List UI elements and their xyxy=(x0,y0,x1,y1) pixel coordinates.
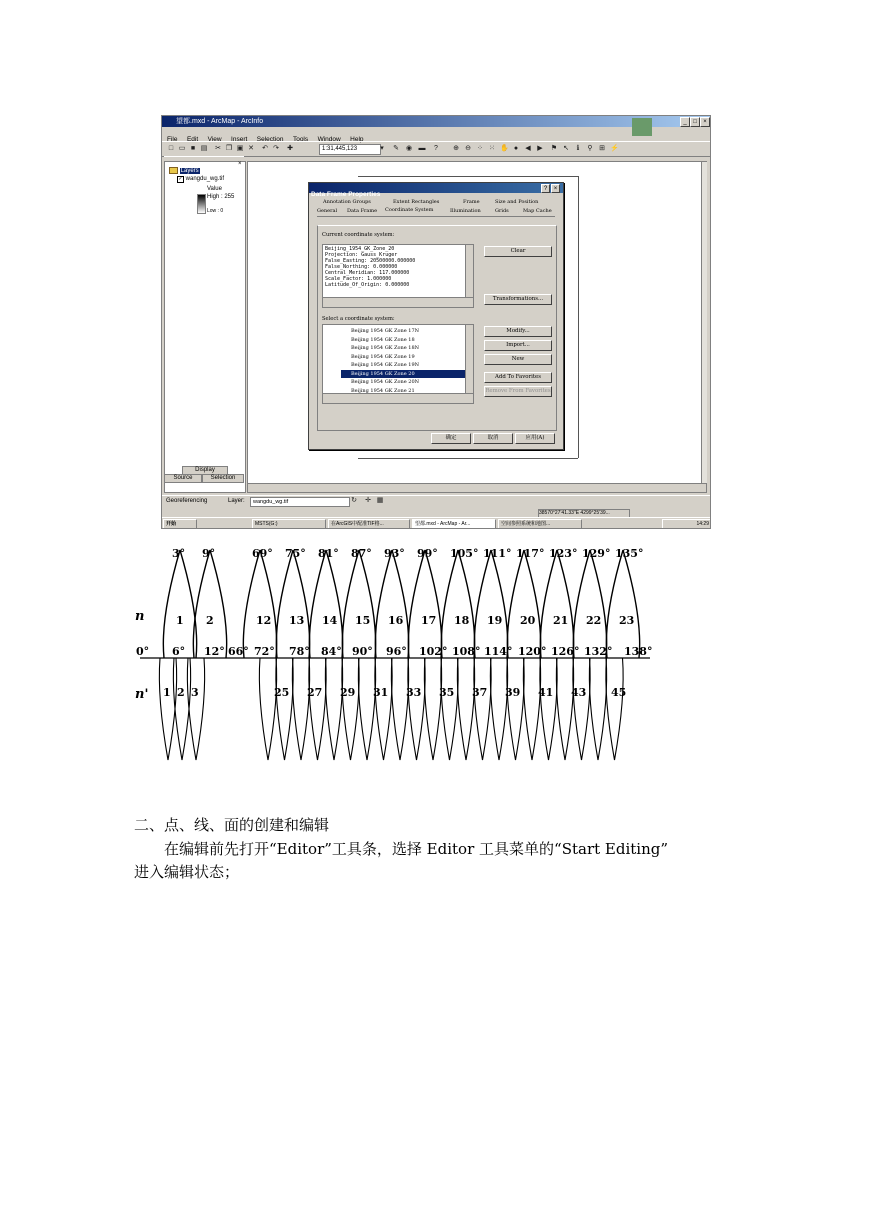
zoom-out-icon[interactable]: ⊖ xyxy=(465,145,471,152)
zone-boundary-bottom xyxy=(540,658,557,760)
scale-dropdown-icon[interactable]: ▾ xyxy=(380,145,384,152)
data-frame-properties-dialog xyxy=(308,182,564,450)
top-degree-label: 87° xyxy=(351,547,372,560)
import-button[interactable]: Import... xyxy=(484,340,552,351)
zone-number-bottom: 41 xyxy=(538,686,554,699)
copy-icon[interactable]: ❐ xyxy=(225,145,233,152)
zone-boundary-bottom xyxy=(309,658,326,760)
top-degree-label: 69° xyxy=(252,547,273,560)
tab-divider xyxy=(317,216,555,217)
taskbar-item-active[interactable]: 望都.mxd - ArcMap - Ar... xyxy=(412,519,496,529)
zone-number-bottom: 33 xyxy=(406,686,422,699)
top-degree-label: 99° xyxy=(417,547,438,560)
legend-title: Value xyxy=(207,186,222,192)
top-degree-label: 9° xyxy=(202,547,216,560)
zone-number-top: 20 xyxy=(520,614,536,627)
map-bottom-rule xyxy=(358,458,578,459)
zone-boundary-top xyxy=(243,550,276,658)
zone-boundary-bottom xyxy=(375,658,392,760)
zone-boundary-bottom xyxy=(391,658,408,760)
zone-number-bottom: 37 xyxy=(472,686,488,699)
toc-layer-row[interactable] xyxy=(177,176,224,183)
axis-degree-label: 6° xyxy=(172,645,186,658)
cs-line: Scale_Factor: 1.000000 xyxy=(325,276,392,282)
top-degree-label: 129° xyxy=(582,547,611,560)
zone-boundary-top xyxy=(573,550,606,658)
zone-boundary-bottom xyxy=(573,658,590,760)
menu-insert[interactable]: Insert xyxy=(231,136,248,143)
cs-line: Beijing_1954_GK_Zone_20 xyxy=(325,246,395,252)
layers-icon xyxy=(169,167,178,174)
pan-icon[interactable]: ✋ xyxy=(500,145,509,152)
zone-boundary-top xyxy=(342,550,375,658)
zone-boundary-bottom xyxy=(556,658,573,760)
measure-icon[interactable]: ⊞ xyxy=(599,145,605,152)
tab-data-frame[interactable]: Data Frame xyxy=(347,208,378,214)
select-elements-icon[interactable]: ↖ xyxy=(563,145,569,152)
zone-boundary-top xyxy=(163,550,196,658)
clear-button[interactable]: Clear xyxy=(484,246,552,257)
zone-boundary-top xyxy=(408,550,441,658)
zone-boundary-bottom xyxy=(490,658,507,760)
current-cs-vscroll[interactable] xyxy=(465,245,473,297)
zone-number-bottom: 29 xyxy=(340,686,356,699)
top-degree-label: 3° xyxy=(172,547,186,560)
window-title: 望都.mxd - ArcMap - ArcInfo xyxy=(176,118,264,125)
ok-button[interactable]: 确定 xyxy=(431,433,471,444)
cs-tree-item[interactable]: Beijing 1954 GK Zone 19N xyxy=(351,362,420,368)
toc-layer-name: wangdu_wg.tif xyxy=(185,176,225,182)
command-line-icon[interactable]: ▬ xyxy=(418,145,426,152)
cut-icon[interactable]: ✂ xyxy=(215,145,221,152)
tab-size-position[interactable]: Size and Position xyxy=(495,199,539,205)
zone-boundary-bottom xyxy=(325,658,342,760)
top-degree-label: 117° xyxy=(516,547,545,560)
add-to-favorites-button[interactable]: Add To Favorites xyxy=(484,372,552,383)
current-cs-textbox[interactable] xyxy=(322,244,474,308)
legend-high: High : 255 xyxy=(207,194,235,200)
zone-boundary-bottom xyxy=(276,658,293,760)
zone-boundary-bottom xyxy=(292,658,309,760)
axis-degree-label: 0° xyxy=(136,645,150,658)
link-table-icon[interactable]: ▦ xyxy=(376,497,384,504)
axis-degree-label: 78° xyxy=(289,645,310,658)
remove-from-favorites-button[interactable]: Remove From Favorites xyxy=(484,386,552,397)
zone-number-top: 23 xyxy=(619,614,635,627)
close-button[interactable]: × xyxy=(700,117,710,127)
axis-degree-label: 90° xyxy=(352,645,373,658)
georef-layer-label: Layer: xyxy=(228,498,245,504)
menu-window[interactable]: Window xyxy=(317,136,341,143)
layer-checkbox[interactable]: ✓ xyxy=(178,176,183,182)
zone-number-top: 17 xyxy=(421,614,437,627)
zone-number-top: 13 xyxy=(289,614,305,627)
zone-number-top: 19 xyxy=(487,614,503,627)
start-button[interactable]: 开始 xyxy=(163,519,197,529)
arctoolbox-icon[interactable]: ◉ xyxy=(405,145,413,152)
taskbar-item[interactable]: MSTS(G:) xyxy=(252,519,326,529)
coordinate-system-panel xyxy=(317,225,557,431)
map-right-rule xyxy=(578,176,579,458)
cs-tree-vscroll[interactable] xyxy=(465,325,473,393)
zone-number-bottom: 43 xyxy=(571,686,587,699)
cs-line: False_Easting: 20500000.000000 xyxy=(325,258,416,264)
toc-header xyxy=(164,156,244,162)
select-cs-label: Select a coordinate system: xyxy=(322,316,395,322)
minimize-button[interactable]: _ xyxy=(680,117,690,127)
add-control-points-icon[interactable]: ✛ xyxy=(365,497,371,504)
zoom-in-icon[interactable]: ⊕ xyxy=(453,145,459,152)
whats-this-icon[interactable]: ? xyxy=(434,145,438,152)
menu-selection[interactable]: Selection xyxy=(256,136,284,143)
axis-degree-label: 114° xyxy=(484,645,513,658)
paste-icon[interactable]: ▣ xyxy=(236,145,244,152)
zone-number-top: 16 xyxy=(388,614,404,627)
redo-icon[interactable]: ↷ xyxy=(273,145,279,152)
zone-boundary-top xyxy=(507,550,540,658)
rotate-icon[interactable]: ↻ xyxy=(351,497,357,504)
current-cs-label: Current coordinate system: xyxy=(322,232,395,238)
zone-boundary-bottom xyxy=(474,658,491,760)
zone-number-bottom: 31 xyxy=(373,686,389,699)
dialog-close-button[interactable]: × xyxy=(551,184,560,193)
zone-boundary-top xyxy=(375,550,408,658)
axis-degree-label: 132° xyxy=(584,645,613,658)
cs-tree-item[interactable]: Beijing 1954 GK Zone 18 xyxy=(351,336,415,343)
map-horizontal-scrollbar[interactable] xyxy=(247,483,707,493)
zone-number-top: 18 xyxy=(454,614,470,627)
maximize-button[interactable]: □ xyxy=(690,117,700,127)
axis-degree-label: 96° xyxy=(386,645,407,658)
zone-boundary-top xyxy=(606,550,639,658)
zone-number-bottom: 3 xyxy=(191,686,199,699)
map-scale-input[interactable]: 1:31,445,123 xyxy=(319,144,381,155)
arcmap-screenshot xyxy=(161,115,711,529)
dialog-title: Data Frame Properties xyxy=(311,191,381,198)
zone-number-top: 22 xyxy=(586,614,602,627)
new-button[interactable]: New xyxy=(484,354,552,365)
cs-tree-item[interactable]: Beijing 1954 GK Zone 20N xyxy=(351,379,420,385)
zone-number-top: 21 xyxy=(553,614,569,627)
zone-number-bottom: 1 xyxy=(163,686,171,699)
label-n: n xyxy=(135,609,145,624)
top-degree-label: 75° xyxy=(285,547,306,560)
cs-tree-item-selected[interactable]: Beijing 1954 GK Zone 20 xyxy=(341,370,465,379)
status-coordinates: 38570°27'41.33"E 4299°25'39... xyxy=(538,509,630,518)
georeferencing-menu[interactable]: Georeferencing xyxy=(166,498,208,504)
toc-close-icon[interactable]: × xyxy=(238,161,242,167)
dialog-help-button[interactable]: ? xyxy=(541,184,550,193)
select-features-icon[interactable]: ⚑ xyxy=(550,145,558,152)
tab-illumination[interactable]: Illumination xyxy=(450,208,481,214)
taskbar-item[interactable]: 空间参照系统和地图... xyxy=(498,519,582,529)
cs-tree-list xyxy=(341,327,465,395)
forward-extent-icon[interactable]: ▶ xyxy=(537,145,543,152)
zone-boundary-bottom xyxy=(457,658,474,760)
top-degree-label: 105° xyxy=(450,547,479,560)
section-heading: 二、点、线、面的创建和编辑 xyxy=(134,816,330,834)
zone-number-bottom: 35 xyxy=(439,686,455,699)
zone-boundary-bottom xyxy=(159,658,176,760)
axis-degree-label: 102° xyxy=(419,645,448,658)
axis-degree-label: 66° xyxy=(228,645,249,658)
taskbar-clock: 14:29 xyxy=(662,519,711,529)
tab-display[interactable]: Display xyxy=(182,466,228,475)
window-titlebar xyxy=(162,116,710,127)
zone-number-bottom: 25 xyxy=(274,686,290,699)
new-icon[interactable]: □ xyxy=(168,145,174,152)
toc-root[interactable]: Layers xyxy=(169,167,200,174)
menu-tools[interactable]: Tools xyxy=(292,136,309,143)
zone-boundary-bottom xyxy=(441,658,458,760)
cs-tree-item[interactable]: Beijing 1954 GK Zone 18N xyxy=(351,345,420,351)
zone-number-bottom: 45 xyxy=(611,686,627,699)
undo-icon[interactable]: ↶ xyxy=(262,145,268,152)
cs-tree[interactable] xyxy=(322,324,474,404)
cs-line: Central_Meridian: 117.000000 xyxy=(325,270,410,276)
table-of-contents xyxy=(164,161,246,493)
add-data-icon[interactable]: ✚ xyxy=(287,145,293,152)
tab-general[interactable]: General xyxy=(317,208,338,214)
windows-taskbar xyxy=(162,517,710,529)
zone-number-bottom: 27 xyxy=(307,686,323,699)
fixed-zoom-out-icon[interactable]: ⁙ xyxy=(489,145,495,152)
gauss-kruger-zone-diagram xyxy=(130,540,670,765)
axis-degree-label: 138° xyxy=(624,645,653,658)
top-degree-label: 93° xyxy=(384,547,405,560)
cs-tree-hscroll[interactable] xyxy=(323,393,473,403)
legend-ramp xyxy=(197,194,206,214)
legend-low: Low : 0 xyxy=(207,208,224,214)
find-icon[interactable]: ⚲ xyxy=(587,145,593,152)
body-line-2: 进入编辑状态； xyxy=(134,863,240,881)
transformations-button[interactable]: Transformations... xyxy=(484,294,552,305)
apply-button[interactable]: 应用(A) xyxy=(515,433,555,444)
zone-boundary-bottom xyxy=(424,658,441,760)
zone-boundary-top xyxy=(193,550,226,658)
cs-line: Latitude_Of_Origin: 0.000000 xyxy=(325,282,410,288)
zone-boundary-bottom xyxy=(358,658,375,760)
zone-boundary-bottom xyxy=(187,658,204,760)
print-icon[interactable]: ▤ xyxy=(200,145,208,152)
back-extent-icon[interactable]: ◀ xyxy=(525,145,531,152)
zone-number-top: 15 xyxy=(355,614,371,627)
zone-boundary-top xyxy=(276,550,309,658)
menu-view[interactable]: View xyxy=(207,136,222,143)
cs-line: Projection: Gauss_Kruger xyxy=(325,252,398,258)
zone-number-bottom: 2 xyxy=(177,686,185,699)
full-extent-icon[interactable]: ● xyxy=(513,145,519,152)
zone-boundary-bottom xyxy=(408,658,425,760)
dialog-titlebar xyxy=(309,183,563,198)
zone-number-top: 1 xyxy=(176,614,184,627)
tab-frame[interactable]: Frame xyxy=(463,199,480,205)
identify-icon[interactable]: ℹ xyxy=(576,145,580,152)
zone-number-top: 2 xyxy=(206,614,214,627)
axis-degree-label: 126° xyxy=(551,645,580,658)
tab-selection[interactable]: Selection xyxy=(202,474,244,483)
zone-boundary-bottom xyxy=(342,658,359,760)
top-degree-label: 135° xyxy=(615,547,644,560)
tab-map-cache[interactable]: Map Cache xyxy=(523,208,552,214)
menu-help[interactable]: Help xyxy=(350,136,364,143)
axis-degree-label: 120° xyxy=(518,645,547,658)
open-icon[interactable]: ▭ xyxy=(178,145,186,152)
top-degree-label: 123° xyxy=(549,547,578,560)
standard-toolbar xyxy=(162,141,710,157)
cs-line: False_Northing: 0.000000 xyxy=(325,264,398,270)
tab-grids[interactable]: Grids xyxy=(495,208,509,214)
menu-bar xyxy=(162,128,710,143)
cs-tree-item[interactable]: Beijing 1954 GK Zone 17N xyxy=(351,328,420,334)
map-vertical-scrollbar[interactable] xyxy=(701,162,707,484)
cs-tree-item[interactable]: Beijing 1954 GK Zone 21 xyxy=(351,387,415,394)
map-top-rule xyxy=(358,176,578,177)
body-line-1: 在编辑前先打开“Editor”工具条，选择 Editor 工具菜单的“Start Editing” xyxy=(164,840,669,858)
zone-boundary-bottom xyxy=(259,658,276,760)
zone-boundary-top xyxy=(474,550,507,658)
zone-boundary-top xyxy=(540,550,573,658)
zone-number-bottom: 39 xyxy=(505,686,521,699)
zone-boundary-bottom xyxy=(173,658,190,760)
toc-tabs xyxy=(164,466,244,482)
zone-boundary-top xyxy=(309,550,342,658)
zone-boundary-bottom xyxy=(523,658,540,760)
cancel-button[interactable]: 取消 xyxy=(473,433,513,444)
delete-icon[interactable]: ✕ xyxy=(248,145,254,152)
zone-boundary-bottom xyxy=(606,658,623,760)
axis-degree-label: 72° xyxy=(254,645,275,658)
tab-coordinate-system[interactable]: Coordinate System xyxy=(385,207,434,213)
tab-extent-rectangles[interactable]: Extent Rectangles xyxy=(393,199,440,205)
modify-button[interactable]: Modify... xyxy=(484,326,552,337)
fixed-zoom-in-icon[interactable]: ⁘ xyxy=(477,145,483,152)
menu-edit[interactable]: Edit xyxy=(186,136,199,143)
cs-tree-item[interactable]: Beijing 1954 GK Zone 19 xyxy=(351,353,415,360)
zone-number-top: 14 xyxy=(322,614,338,627)
axis-degree-label: 12° xyxy=(204,645,225,658)
save-icon[interactable]: ■ xyxy=(190,145,196,152)
current-cs-hscroll[interactable] xyxy=(323,297,473,307)
axis-degree-label: 84° xyxy=(321,645,342,658)
tab-source[interactable]: Source xyxy=(164,474,202,483)
zone-number-top: 12 xyxy=(256,614,272,627)
top-degree-label: 81° xyxy=(318,547,339,560)
status-bar xyxy=(162,509,710,517)
menu-file[interactable]: File xyxy=(167,136,178,143)
zone-boundary-bottom xyxy=(507,658,524,760)
taskbar-item[interactable]: 在ArcGIS中配准TIF格... xyxy=(328,519,410,529)
georeferencing-toolbar xyxy=(162,495,710,508)
tab-annotation-groups[interactable]: Annotation Groups xyxy=(323,199,371,205)
editor-toolbar-icon[interactable]: ✎ xyxy=(393,145,399,152)
zone-boundary-bottom xyxy=(589,658,606,760)
zone-boundary-top xyxy=(441,550,474,658)
top-degree-label: 111° xyxy=(483,547,512,560)
label-n-prime: n' xyxy=(135,687,149,702)
axis-degree-label: 108° xyxy=(452,645,481,658)
georef-layer-select[interactable]: wangdu_wg.tif xyxy=(250,497,350,507)
hyperlink-icon[interactable]: ⚡ xyxy=(610,145,619,152)
